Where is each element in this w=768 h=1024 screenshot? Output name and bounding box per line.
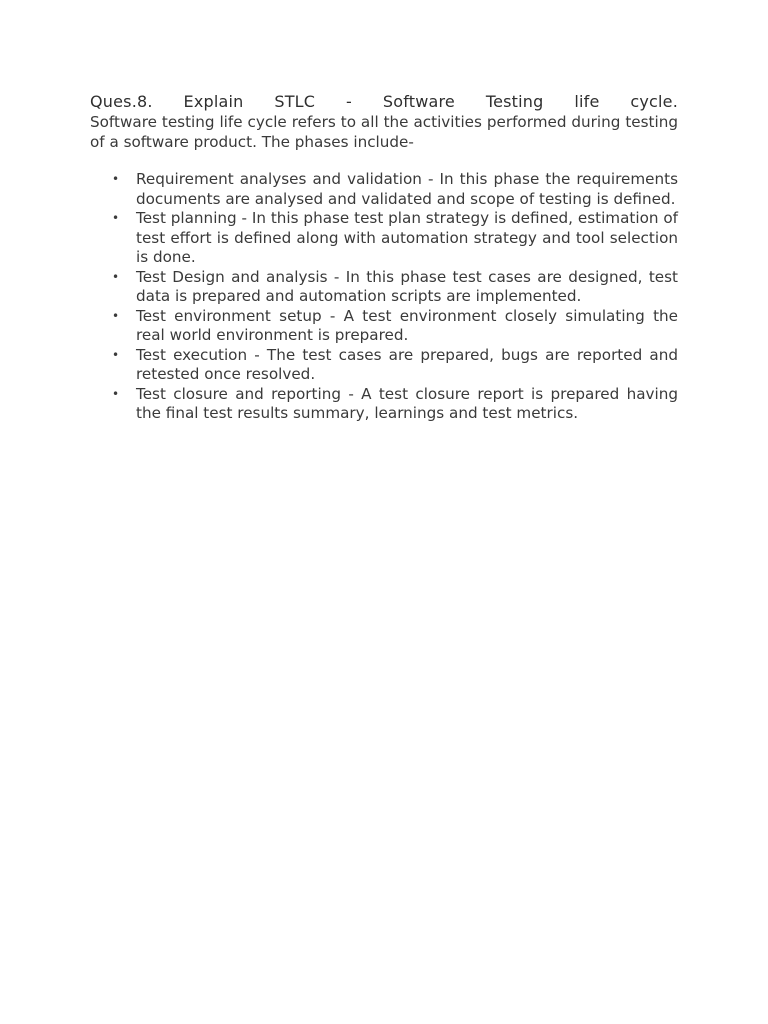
intro-paragraph: Software testing life cycle refers to all the activities performed during testing of a software product. The phases include- — [90, 113, 678, 151]
phase-text: Test Design and analysis - In this phase test cases are designed, test data is prepared and automation scripts are implemented. — [136, 267, 678, 305]
bullet-icon: • — [112, 386, 120, 401]
phase-text: Test execution - The test cases are prepared, bugs are reported and retested once resolved. — [136, 345, 678, 383]
list-item — [90, 209, 678, 268]
bullet-icon: • — [112, 211, 120, 225]
phase-list — [90, 170, 678, 424]
list-item — [90, 307, 678, 346]
bullet-icon: • — [112, 172, 120, 186]
bullet-icon: • — [112, 269, 120, 284]
phase-text: Test planning - In this phase test plan strategy is defined, estimation of test effort is defined along with automation strategy and tool selection is done. — [136, 209, 678, 266]
list-item — [90, 346, 678, 385]
bullet-icon: • — [112, 347, 120, 362]
bullet-icon: • — [112, 308, 120, 323]
document-page — [90, 92, 678, 424]
question-heading: Ques.8. Explain STLC - Software Testing life cycle. — [90, 92, 678, 111]
list-item — [90, 268, 678, 307]
phase-text: Test closure and reporting - A test closure report is prepared having the final test results summary, learnings and test metrics. — [136, 384, 678, 422]
phase-text: Requirement analyses and validation - In this phase the requirements documents are analysed and validated and scope of testing is defined. — [136, 170, 678, 208]
phase-text: Test environment setup - A test environment closely simulating the real world environment is prepared. — [136, 306, 678, 344]
list-item — [90, 385, 678, 424]
list-item — [90, 170, 678, 209]
